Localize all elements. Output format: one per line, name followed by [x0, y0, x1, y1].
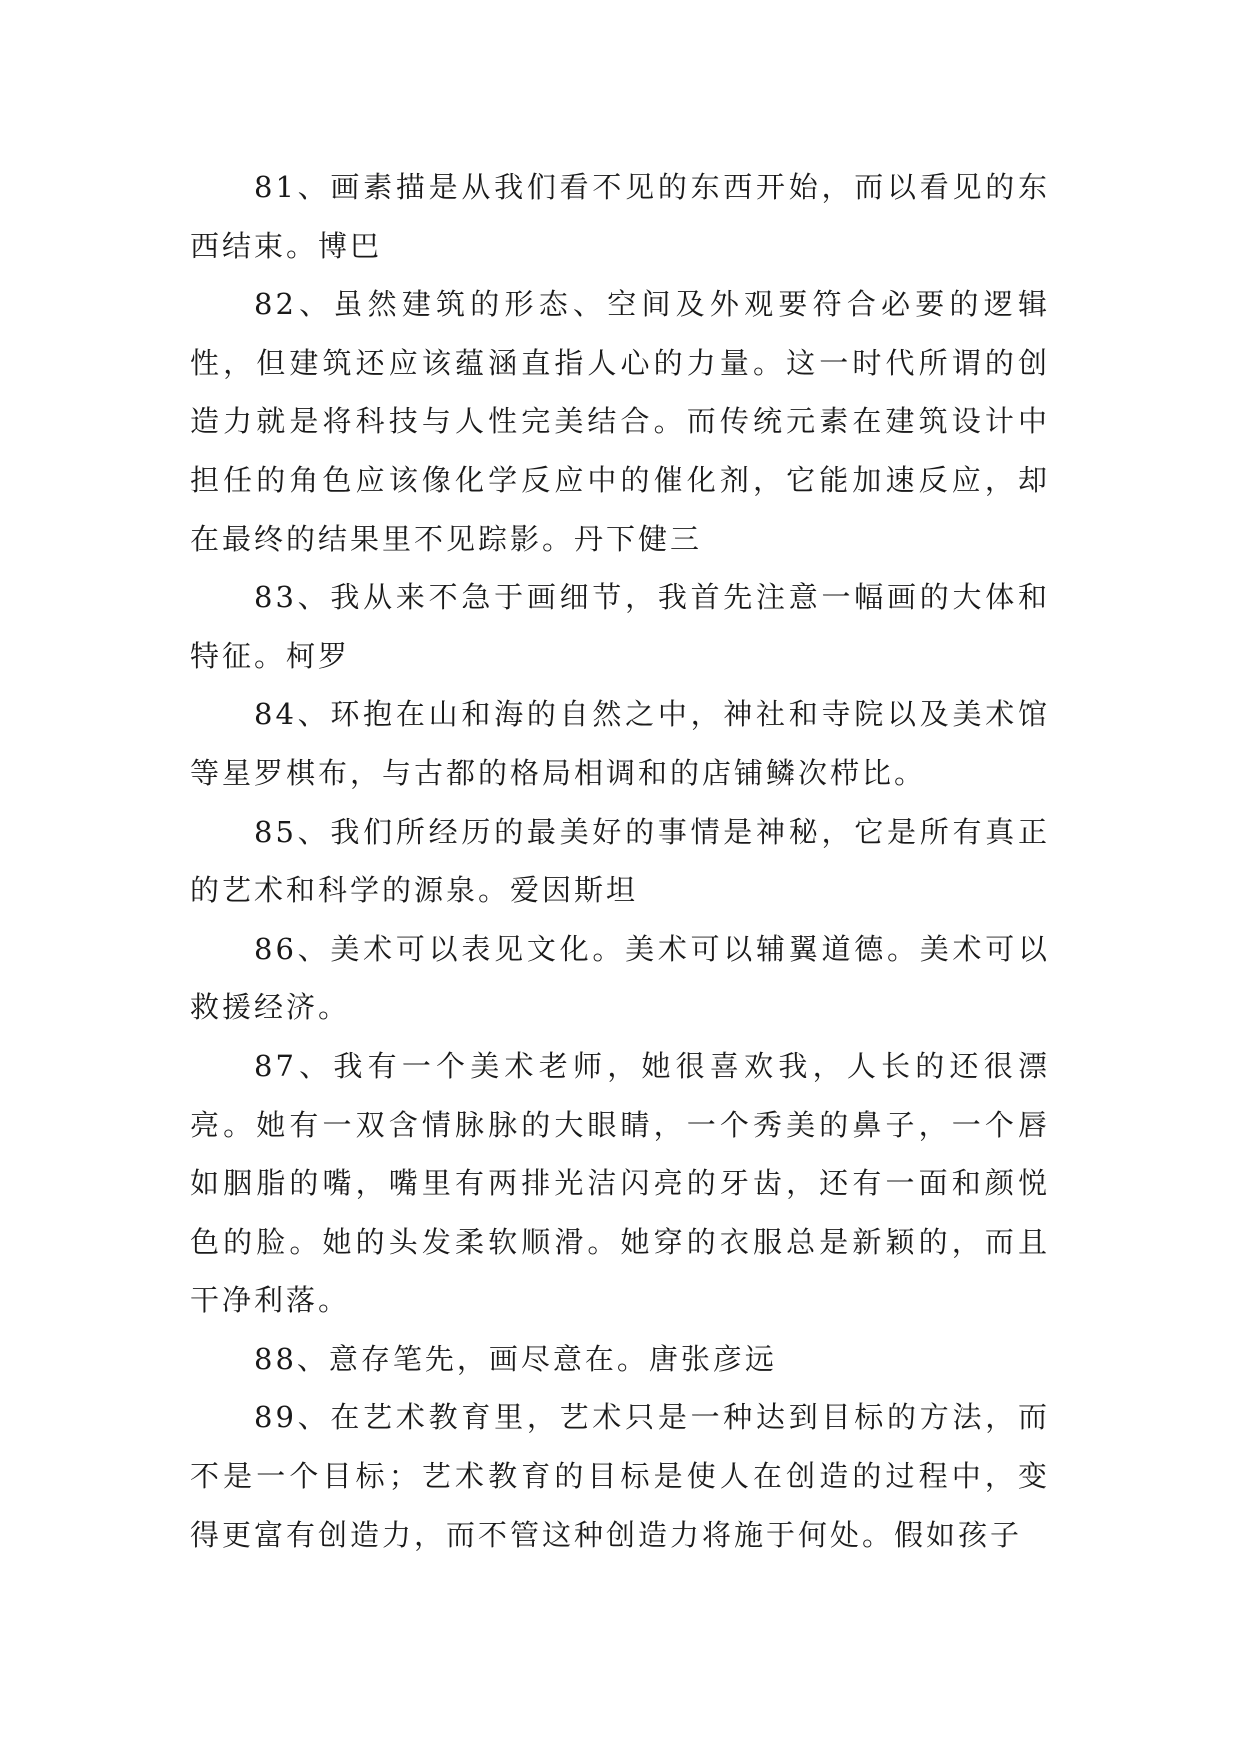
paragraph-84: 84、环抱在山和海的自然之中，神社和寺院以及美术馆等星罗棋布，与古都的格局相调和的店铺鳞次栉比。	[190, 697, 1050, 790]
paragraph-89: 89、在艺术教育里，艺术只是一种达到目标的方法，而不是一个目标；艺术教育的目标是使人在创造的过程中，变得更富有创造力，而不管这种创造力将施于何处。假如孩子	[190, 1400, 1050, 1552]
paragraph-85: 85、我们所经历的最美好的事情是神秘，它是所有真正的艺术和科学的源泉。爱因斯坦	[190, 814, 1050, 908]
document-body	[190, 158, 1050, 1564]
paragraph-82: 82、虽然建筑的形态、空间及外观要符合必要的逻辑性，但建筑还应该蕴涵直指人心的力量。这一时代所谓的创造力就是将科技与人性完美结合。而传统元素在建筑设计中担任的角色应该像化学反应中的催化剂，它能加速反应，却在最终的结果里不见踪影。丹下健三	[190, 287, 1050, 556]
paragraph-88: 88、意存笔先，画尽意在。唐张彦远	[254, 1341, 777, 1376]
paragraph-81: 81、画素描是从我们看不见的东西开始，而以看见的东西结束。博巴	[190, 170, 1050, 263]
paragraph-87: 87、我有一个美术老师，她很喜欢我，人长的还很漂亮。她有一双含情脉脉的大眼睛，一个秀美的鼻子，一个唇如胭脂的嘴，嘴里有两排光洁闪亮的牙齿，还有一面和颜悦色的脸。她的头发柔软顺滑。她穿的衣服总是新颖的，而且干净利落。	[190, 1048, 1050, 1318]
paragraph-83: 83、我从来不急于画细节，我首先注意一幅画的大体和特征。柯罗	[190, 580, 1050, 673]
paragraph-86: 86、美术可以表见文化。美术可以辅翼道德。美术可以救援经济。	[190, 931, 1050, 1025]
